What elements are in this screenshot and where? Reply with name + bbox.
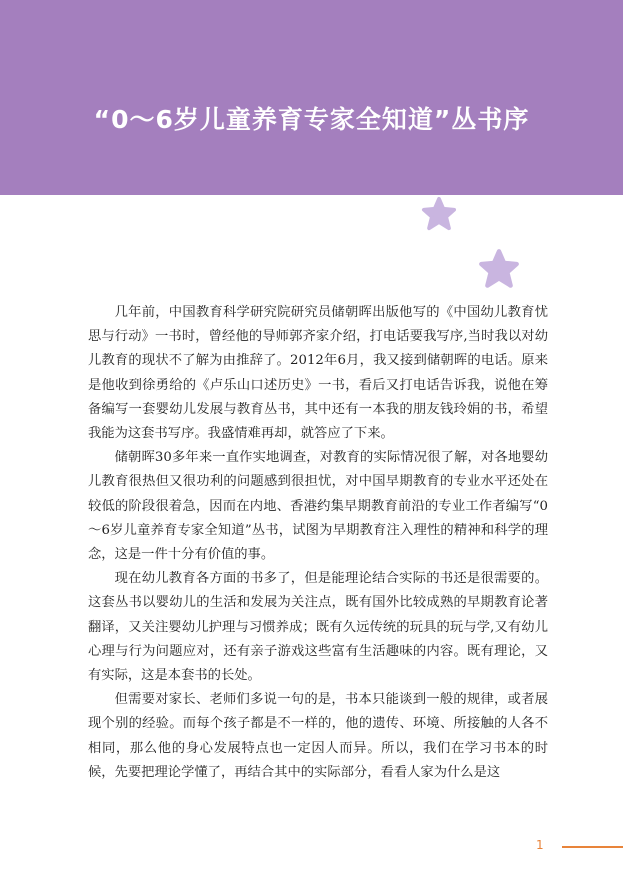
paragraph: 储朝晖30多年来一直作实地调查，对教育的实际情况很了解，对各地婴幼儿教育很热但又很功利的问题感到很担忧，对中国早期教育的专业水平还处在较低的阶段很着急，因而在内地、香港约集早期教育前沿的专业工作者编写“0～6岁儿童养育专家全知道”丛书，试图为早期教育注入理性的精神和科学的理念，这是一件十分有价值的事。 <box>88 450 548 563</box>
body-text <box>88 301 548 785</box>
paragraph: 现在幼儿教育各方面的书多了，但是能理论结合实际的书还是很需要的。这套丛书以婴幼儿的生活和发展为关注点，既有国外比较成熟的早期教育论著翻译，又关注婴幼儿护理与习惯养成；既有久远传统的玩具的玩与学,又有幼儿心理与行为问题应对，还有亲子游戏这些富有生活趣味的内容。既有理论，又有实际，这是本套书的长处。 <box>88 571 548 684</box>
page-title: “0～6岁儿童养育专家全知道”丛书序 <box>93 105 530 134</box>
star-icon <box>420 196 458 232</box>
page-number: 1 <box>536 838 544 852</box>
star-icon <box>476 248 522 290</box>
page-number-rule <box>562 846 623 848</box>
paragraph: 但需要对家长、老师们多说一句的是，书本只能谈到一般的规律，或者展现个别的经验。而每个孩子都是不一样的，他的遗传、环境、所接触的人各不相同，那么他的身心发展特点也一定因人而异。所以，我们在学习书本的时候，先要把理论学懂了，再结合其中的实际部分，看看人家为什么是这 <box>88 692 548 780</box>
paragraph: 几年前，中国教育科学研究院研究员储朝晖出版他写的《中国幼儿教育忧思与行动》一书时，曾经他的导师郭齐家介绍，打电话要我写序,当时我以对幼儿教育的现状不了解为由推辞了。2012年6月，我又接到储朝晖的电话。原来是他收到徐勇给的《卢乐山口述历史》一书，看后又打电话告诉我，说他在筹备编写一套婴幼儿发展与教育丛书，其中还有一本我的朋友钱玲娟的书，希望我能为这套书写序。我盛情难再却，就答应了下来。 <box>88 305 548 442</box>
header-band <box>0 0 623 195</box>
